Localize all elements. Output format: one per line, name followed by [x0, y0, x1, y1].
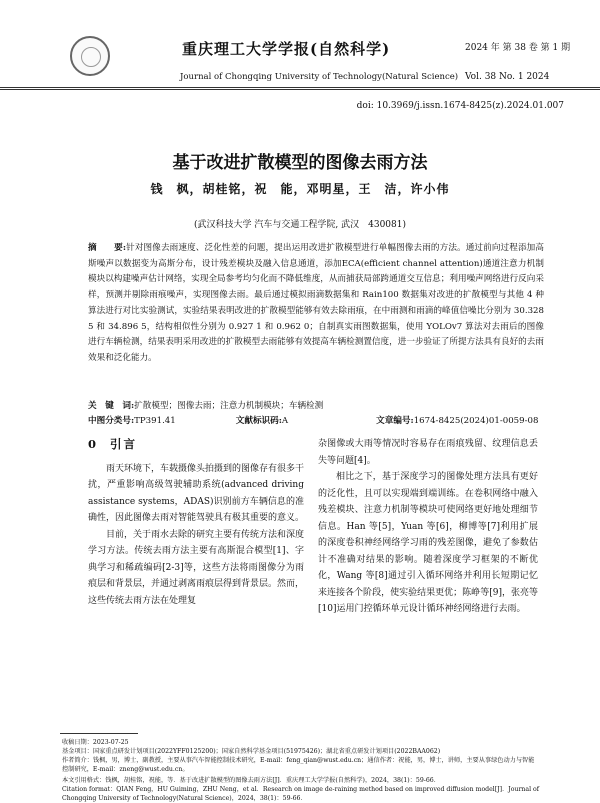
volume-info-cn: 2024 年 第 38 卷 第 1 期: [465, 43, 571, 53]
university-logo: [70, 36, 110, 76]
body-right-column: [318, 436, 538, 618]
citation-cn: 本文引用格式：钱枫，胡桂铭，祝能，等．基于改进扩散模型的图像去雨方法[J]．重庆理工大学学报(自然科学)，2024，38(1)：59-66．: [62, 777, 440, 784]
footnotes: [62, 738, 540, 774]
footnote-rule: [60, 733, 138, 734]
author-bio: 作者简介：钱枫，男，博士，副教授，主要从事汽车智能控制技术研究，E-mail：feng_qian@wust.edu.cn；通信作者：祝能，男，博士，讲师，主要从事绿色动力与智能控制研究，E-mail：zneng@wust.edu.cn。: [62, 757, 535, 773]
received-date: 收稿日期：2023-07-25: [62, 739, 129, 746]
keywords-label: 关 键 词:: [88, 401, 135, 411]
abstract: [88, 241, 544, 367]
body-left-column: [88, 436, 304, 609]
article-number: 文章编号:1674-8425(2024)01-0059-08: [376, 416, 539, 426]
paragraph: 目前，关于雨水去除的研究主要有传统方法和深度学习方法。传统去雨方法主要有高斯混合模型[1]、字典学习和稀疏编码[2-3]等，这些方法将雨图像分为雨痕层和背景层，并通过剥离雨痕层得到背景层。然而，这些传统去雨方法在处理复: [88, 529, 305, 606]
abstract-label: 摘 要:: [88, 243, 127, 253]
header-rule: [0, 87, 600, 88]
affiliation: (武汉科技大学 汽车与交通工程学院, 武汉 430081): [194, 220, 406, 230]
classification-row: [88, 414, 598, 426]
paragraph: 雨天环境下，车载摄像头拍摄到的图像存有很多干扰，严重影响高级驾驶辅助系统(advanced driving assistance systems，ADAS)识别前方车辆信息的准确性，因此图像去雨对智能驾驶具有极其重要的意义。: [88, 463, 305, 523]
volume-info-en: Vol. 38 No. 1 2024: [465, 72, 550, 82]
fund-info: 基金项目：国家重点研发计划项目(2022YFF0125200)；国家自然科学基金项目(51975426)；湖北省重点研发计划项目(2022BAA062): [62, 748, 441, 755]
keywords-text: 扩散模型；图像去雨；注意力机制模块；车辆检测: [134, 401, 324, 411]
header-rule-second: [0, 89, 600, 90]
clc: 中图分类号:TP391.41: [88, 416, 176, 426]
section-heading: 0 引言: [88, 437, 138, 451]
author-list: 钱 枫，胡桂铭，祝 能，邓明星，王 洁，许小伟: [150, 182, 450, 196]
journal-title-cn: 重庆理工大学学报(自然科学): [182, 40, 391, 58]
paragraph: 相比之下，基于深度学习的图像处理方法具有更好的泛化性，且可以实现端到端训练。在卷积网络中融入残差模块、注意力机制等模块可使网络更好地处理细节信息。Han 等[5]，Yuan 等[6]，柳博等[7]利用扩展的深度卷积神经网络学习雨的残差图像，避免了参数估计不准确对结果的影响。随着深度学习框架的不断优化，Wang 等[8]通过引入循环网络并利用长短期记忆来连接各个阶段，使实验结果更优；陈峥等[9]，张亮等[10]运用门控循环单元设计循环神经网络进行去雨。: [318, 472, 538, 614]
paragraph: 杂图像或大雨等情况时容易存在雨痕残留、纹理信息丢失等问题[4]。: [318, 439, 538, 466]
doc-code: 文献标识码:A: [235, 416, 289, 426]
doi[interactable]: doi: 10.3969/j.issn.1674-8425(z).2024.01.007: [356, 101, 564, 111]
article-title: 基于改进扩散模型的图像去雨方法: [172, 153, 428, 173]
abstract-text: 针对图像去雨速度、泛化性差的问题，提出运用改进扩散模型进行单幅图像去雨的方法。通过前向过程添加高斯噪声以数据变为高斯分布，设计残差模块及融入信息通道，添加ECA(efficient channel attention)通道注意力机制模块以构建噪声估计网络，实现全局参考均匀化而不降低维度，从而捕获局部跨通道交互信息；利用噪声网络进行反向采样，预测并剔除雨痕噪声，实现图像去雨。最后通过模拟雨滴数据集和 Rain100 数据集对改进的扩散模型与其他 4 种算法进行对比实验测试，实验结果表明改进的扩散模型能够有效去除雨痕，在中雨测和雨滴的峰值信噪比分别为 30.328 5 和 34.896 5，结构相似性分别为 0.927 1 和 0.962 0；自制真实雨图数据集，使用 YOLOv7 算法对去雨后的图像进行车辆检测，结果表明采用改进的扩散模型去雨能够有效提高车辆检测置信度，进一步验证了所提方法具有良好的去雨效果和泛化能力。: [88, 243, 544, 363]
journal-title-en: Journal of Chongqing University of Technology(Natural Science): [180, 72, 459, 82]
citation-en: Citation format：QIAN Feng，HU Guiming，ZHU Neng，et al．Research on image de-raining method based on improved diffusion model[J]．Journal of Chongqing University of Technology(Natural Science)，2024，38(1)：59-66．: [62, 786, 540, 802]
keywords: [88, 399, 558, 411]
